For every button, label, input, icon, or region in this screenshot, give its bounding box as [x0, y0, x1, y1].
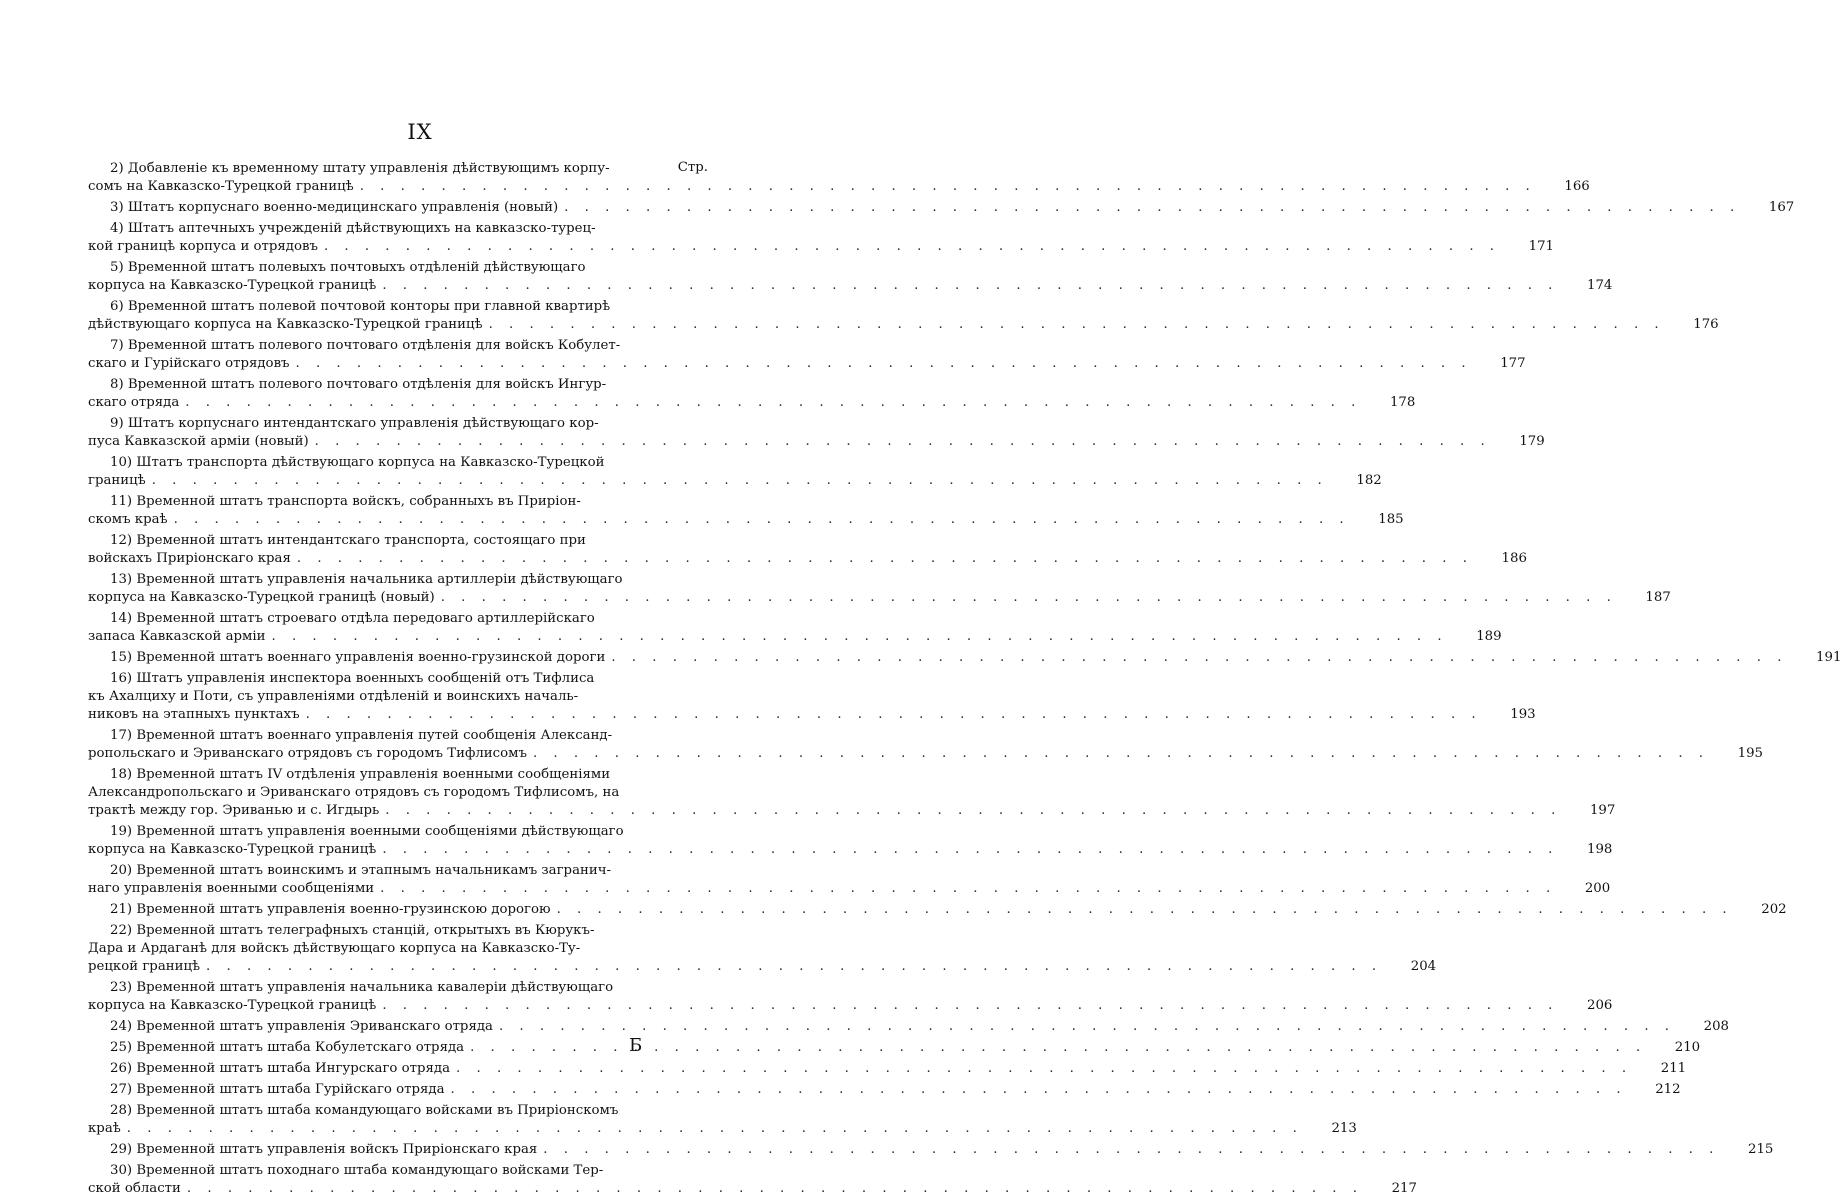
- dot-leader: [360, 178, 1536, 196]
- dot-leader: [382, 277, 1558, 295]
- toc-entry-text: 26) Временной штатъ штаба Ингурскаго отряда: [110, 1061, 451, 1076]
- toc-entry-line: [88, 259, 708, 277]
- toc-entry: [88, 901, 1787, 919]
- toc-entry-page: 206: [1587, 998, 1613, 1013]
- toc-entry-text: 22) Временной штатъ телеграфныхъ станцій, открытыхъ въ Кюрукъ-: [110, 923, 595, 938]
- dot-leader: [470, 1039, 1646, 1057]
- toc-entry-line: [88, 1162, 708, 1180]
- toc-entry-text: 6) Временной штатъ полевой почтовой конторы при главной квартирѣ: [110, 299, 611, 314]
- toc-entry-line: [88, 454, 708, 472]
- page-column-header: Стр.: [677, 160, 708, 175]
- toc-entry: [88, 1060, 1687, 1078]
- toc-entry-text: никовъ на этапныхъ пунктахъ: [88, 707, 300, 722]
- toc-entry-line: [88, 1081, 1681, 1099]
- toc-entry-text: корпуса на Кавказско-Турецкой границѣ: [88, 998, 377, 1013]
- toc-entry-page: 212: [1655, 1082, 1681, 1097]
- toc-entry-page: 171: [1528, 239, 1555, 254]
- toc-entry-text: скомъ краѣ: [88, 512, 168, 527]
- toc-entry-line: [88, 571, 708, 589]
- toc-entry-line: [88, 745, 1764, 763]
- dot-leader: [324, 238, 1500, 256]
- toc-entry-line: [88, 472, 1382, 490]
- toc-entry-text: ропольскаго и Эриванскаго отрядовъ съ городомъ Тифлисомъ: [88, 746, 527, 761]
- toc-entry: [88, 298, 1719, 334]
- toc-entry-text: 4) Штатъ аптечныхъ учрежденій дѣйствующихъ на кавказско-турец-: [110, 221, 596, 236]
- toc-entry: [88, 160, 1590, 196]
- toc-entry-line: [88, 922, 708, 940]
- toc-entry: [88, 862, 1611, 898]
- dot-leader: [456, 1060, 1632, 1078]
- dot-leader: [297, 550, 1473, 568]
- toc-entry: [88, 337, 1526, 373]
- toc-entry-line: [88, 550, 1527, 568]
- toc-entry-text: трактѣ между гор. Эриванью и с. Игдырь: [88, 803, 380, 818]
- toc-entry-text: 16) Штатъ управленія инспектора военныхъ сообщеній отъ Тифлиса: [110, 671, 595, 686]
- toc-entry-text: войскахъ Приріонскаго края: [88, 551, 291, 566]
- toc-entry-page: 185: [1378, 512, 1404, 527]
- toc-entry-line: [88, 670, 708, 688]
- toc-entry-page: 178: [1389, 395, 1416, 410]
- toc-entry-line: [88, 220, 708, 238]
- toc-entry-text: 14) Временной штатъ строеваго отдѣла передоваго артиллерійскаго: [110, 611, 595, 626]
- toc-entry-text: 7) Временной штатъ полевого почтоваго отдѣленія для войскъ Кобулет-: [110, 338, 621, 353]
- toc-entry-line: [88, 784, 708, 802]
- dot-leader: [272, 628, 1448, 646]
- toc-entry-line: [88, 277, 1613, 295]
- toc-entry-page: 208: [1703, 1019, 1730, 1034]
- toc-entry: [88, 415, 1545, 451]
- toc-entry-text: 15) Временной штатъ военнаго управленія военно-грузинской дороги: [110, 650, 606, 665]
- toc-entry-text: 19) Временной штатъ управленія военными сообщеніями дѣйствующаго: [110, 824, 624, 839]
- toc-entry-text: 24) Временной штатъ управленія Эриванскаго отряда: [110, 1019, 493, 1034]
- toc-entry-line: [88, 394, 1416, 412]
- toc-entry-text: кой границѣ корпуса и отрядовъ: [88, 239, 318, 254]
- toc-entry-line: [88, 940, 708, 958]
- toc-entry: [88, 454, 1382, 490]
- toc-entry: [88, 649, 1841, 667]
- page-number: IX: [407, 120, 433, 144]
- dot-leader: [174, 511, 1350, 529]
- toc-entry-page: 211: [1660, 1061, 1687, 1076]
- toc-entry-line: [88, 433, 1545, 451]
- toc-entry-line: [88, 415, 708, 433]
- toc-entry-text: корпуса на Кавказско-Турецкой границѣ (новый): [88, 590, 435, 605]
- dot-leader: [127, 1120, 1303, 1138]
- toc-entry-line: [88, 178, 1590, 196]
- toc-entry-line: [88, 880, 1611, 898]
- toc-entry-page: 176: [1693, 317, 1719, 332]
- toc-entry-page: 167: [1768, 200, 1795, 215]
- dot-leader: [499, 1018, 1675, 1036]
- toc-entry-text: Дара и Ардаганѣ для войскъ дѣйствующаго корпуса на Кавказско-Ту-: [88, 941, 581, 956]
- toc-entry-text: корпуса на Кавказско-Турецкой границѣ: [88, 842, 377, 857]
- dot-leader: [187, 1180, 1363, 1198]
- toc-entry-line: [88, 997, 1613, 1015]
- toc-entry-text: къ Ахалциху и Поти, съ управленіями отдѣленій и воинскихъ началь-: [88, 689, 579, 704]
- dot-leader: [533, 745, 1709, 763]
- dot-leader: [315, 433, 1491, 451]
- toc-entry-line: [88, 958, 1437, 976]
- toc-entry-text: краѣ: [88, 1121, 121, 1136]
- toc-entry: [88, 376, 1416, 412]
- toc-entry-line: [88, 199, 1795, 217]
- toc-entry-text: 8) Временной штатъ полевого почтоваго отдѣленія для войскъ Ингур-: [110, 377, 607, 392]
- toc-entry-page: 191: [1816, 650, 1841, 665]
- toc-entry-page: 217: [1391, 1181, 1417, 1196]
- toc-entry-page: 213: [1331, 1121, 1357, 1136]
- toc-entry-text: 13) Временной штатъ управленія начальника артиллеріи дѣйствующаго: [110, 572, 623, 587]
- table-of-contents: [88, 160, 1841, 1201]
- toc-entry-line: [88, 238, 1555, 256]
- toc-entry: [88, 1102, 1357, 1138]
- signature-mark: Б: [629, 1035, 643, 1056]
- toc-entry: [88, 1018, 1730, 1036]
- toc-entry: [88, 766, 1616, 820]
- toc-entry-text: 29) Временной штатъ управленія войскъ Приріонскаго края: [110, 1142, 538, 1157]
- toc-entry-text: 30) Временной штатъ походнаго штаба командующаго войсками Тер-: [110, 1163, 604, 1178]
- toc-entry-page: 166: [1564, 179, 1590, 194]
- toc-entry-line: [88, 1141, 1774, 1159]
- dot-leader: [451, 1081, 1627, 1099]
- toc-entry-text: 28) Временной штатъ штаба командующаго войсками въ Приріонскомъ: [110, 1103, 619, 1118]
- toc-entry-text: 11) Временной штатъ транспорта войскъ, собранныхъ въ Приріон-: [110, 494, 581, 509]
- toc-entry-text: сомъ на Кавказско-Турецкой границѣ: [88, 179, 354, 194]
- toc-entry: [88, 610, 1502, 646]
- toc-entry-line: [88, 1180, 1417, 1198]
- toc-entry: [88, 1039, 1701, 1057]
- toc-entry-line: [88, 1102, 708, 1120]
- toc-entry-line: [88, 160, 708, 178]
- toc-entry-line: [88, 823, 708, 841]
- toc-entry-text: пуса Кавказской арміи (новый): [88, 434, 309, 449]
- toc-entry-page: 202: [1761, 902, 1787, 917]
- dot-leader: [206, 958, 1382, 976]
- toc-entry: [88, 571, 1671, 607]
- toc-entry: [88, 670, 1536, 724]
- toc-entry-page: 177: [1500, 356, 1526, 371]
- toc-entry-text: корпуса на Кавказско-Турецкой границѣ: [88, 278, 377, 293]
- toc-entry-line: [88, 355, 1526, 373]
- toc-entry-line: [88, 610, 708, 628]
- toc-entry-line: [88, 706, 1536, 724]
- dot-leader: [306, 706, 1482, 724]
- toc-entry-text: 17) Временной штатъ военнаго управленія путей сообщенія Александ-: [110, 728, 613, 743]
- toc-entry-text: ской области: [88, 1181, 181, 1196]
- toc-entry-page: 193: [1510, 707, 1536, 722]
- toc-entry: [88, 1162, 1417, 1198]
- toc-entry-page: 200: [1584, 881, 1611, 896]
- dot-leader: [564, 199, 1740, 217]
- toc-entry-text: 12) Временной штатъ интендантскаго транспорта, состоящаго при: [110, 533, 586, 548]
- toc-entry-line: [88, 649, 1841, 667]
- toc-entry-line: [88, 802, 1616, 820]
- dot-leader: [489, 316, 1665, 334]
- toc-entry: [88, 1141, 1774, 1159]
- toc-entry-line: [88, 841, 1613, 859]
- toc-entry-text: наго управленія военными сообщеніями: [88, 881, 375, 896]
- dot-leader: [611, 649, 1787, 667]
- toc-entry-text: рецкой границѣ: [88, 959, 201, 974]
- toc-entry-text: 25) Временной штатъ штаба Кобулетскаго отряда: [110, 1040, 465, 1055]
- dot-leader: [185, 394, 1361, 412]
- dot-leader: [543, 1141, 1719, 1159]
- toc-entry-page: 187: [1645, 590, 1671, 605]
- dot-leader: [557, 901, 1733, 919]
- toc-entry-text: 27) Временной штатъ штаба Гурійскаго отряда: [110, 1082, 445, 1097]
- toc-entry-line: [88, 1018, 1730, 1036]
- toc-entry: [88, 199, 1795, 217]
- toc-entry: [88, 493, 1404, 529]
- toc-entry-line: [88, 766, 708, 784]
- toc-entry-page: 189: [1476, 629, 1502, 644]
- toc-entry-text: границѣ: [88, 473, 146, 488]
- toc-entry-text: скаго и Гурійскаго отрядовъ: [88, 356, 290, 371]
- toc-entry-line: [88, 316, 1719, 334]
- toc-entry-text: 21) Временной штатъ управленія военно-грузинскою дорогою: [110, 902, 551, 917]
- toc-entry: [88, 979, 1613, 1015]
- toc-entry-line: [88, 901, 1787, 919]
- toc-entry: [88, 220, 1555, 256]
- toc-entry-line: [88, 493, 708, 511]
- toc-entry-page: 174: [1587, 278, 1613, 293]
- toc-entry-line: [88, 1060, 1687, 1078]
- toc-entry: [88, 823, 1613, 859]
- toc-entry: [88, 727, 1764, 763]
- toc-entry-text: 23) Временной штатъ управленія начальника кавалеріи дѣйствующаго: [110, 980, 614, 995]
- toc-entry-text: 3) Штатъ корпуснаго военно-медицинскаго управленія (новый): [110, 200, 559, 215]
- toc-entry: [88, 1081, 1681, 1099]
- toc-entry-page: 210: [1674, 1040, 1701, 1055]
- toc-entry-text: дѣйствующаго корпуса на Кавказско-Турецкой границѣ: [88, 317, 483, 332]
- toc-entry-line: [88, 1039, 1701, 1057]
- dot-leader: [152, 472, 1328, 490]
- dot-leader: [382, 997, 1558, 1015]
- dot-leader: [385, 802, 1561, 820]
- toc-entry-text: 5) Временной штатъ полевыхъ почтовыхъ отдѣленій дѣйствующаго: [110, 260, 586, 275]
- toc-entry-page: 197: [1589, 803, 1616, 818]
- toc-entry-line: [88, 376, 708, 394]
- dot-leader: [380, 880, 1556, 898]
- dot-leader: [441, 589, 1617, 607]
- dot-leader: [382, 841, 1558, 859]
- toc-entry-line: [88, 589, 1671, 607]
- dot-leader: [296, 355, 1472, 373]
- toc-entry-line: [88, 628, 1502, 646]
- toc-entry: [88, 532, 1527, 568]
- toc-entry-line: [88, 337, 708, 355]
- toc-entry-line: [88, 511, 1404, 529]
- toc-entry-line: [88, 688, 708, 706]
- toc-entry-text: 18) Временной штатъ IV отдѣленія управленія военными сообщеніями: [110, 767, 611, 782]
- toc-entry: [88, 259, 1613, 295]
- toc-entry-line: [88, 532, 708, 550]
- toc-entry-line: [88, 298, 708, 316]
- toc-entry-line: [88, 862, 708, 880]
- toc-entry-page: 215: [1747, 1142, 1774, 1157]
- toc-entry-text: скаго отряда: [88, 395, 180, 410]
- toc-entry-line: [88, 979, 708, 997]
- toc-entry-text: 2) Добавленіе къ временному штату управленія дѣйствующимъ корпу-: [110, 161, 610, 176]
- toc-entry-text: 9) Штатъ корпуснаго интендантскаго управленія дѣйствующаго кор-: [110, 416, 599, 431]
- toc-entry-page: 179: [1519, 434, 1545, 449]
- toc-entry-page: 204: [1410, 959, 1437, 974]
- toc-entry-page: 186: [1501, 551, 1527, 566]
- toc-entry-line: [88, 727, 708, 745]
- toc-entry-text: Александропольскаго и Эриванскаго отрядовъ съ городомъ Тифлисомъ, на: [88, 785, 620, 800]
- toc-entry-page: 198: [1587, 842, 1613, 857]
- toc-entry: [88, 922, 1437, 976]
- toc-entry-page: 182: [1356, 473, 1382, 488]
- toc-entry-text: 20) Временной штатъ воинскимъ и этапнымъ начальникамъ загранич-: [110, 863, 612, 878]
- toc-entry-page: 195: [1737, 746, 1764, 761]
- toc-entry-text: запаса Кавказской арміи: [88, 629, 266, 644]
- toc-entry-line: [88, 1120, 1357, 1138]
- toc-entry-text: 10) Штатъ транспорта дѣйствующаго корпуса на Кавказско-Турецкой: [110, 455, 605, 470]
